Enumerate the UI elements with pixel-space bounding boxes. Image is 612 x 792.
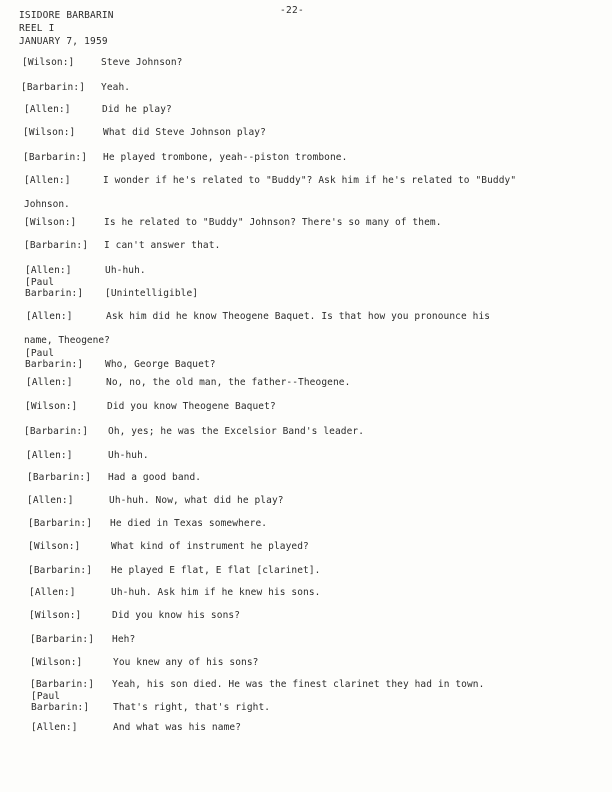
speech-text: Had a good band.: [108, 472, 202, 483]
speech-text: I wonder if he's related to "Buddy"? Ask him if he's related to "Buddy": [103, 175, 517, 186]
speaker-label: [Wilson:]: [23, 127, 76, 138]
speech-text: What kind of instrument he played?: [111, 541, 309, 552]
speech-text: He played trombone, yeah--piston trombone.: [103, 152, 348, 163]
speaker-label: [Allen:]: [26, 377, 73, 388]
speech-text: Uh-huh. Ask him if he knew his sons.: [111, 587, 321, 598]
speech-text: Ask him did he know Theogene Baquet. Is that how you pronounce his: [106, 311, 491, 322]
speaker-label: [Allen:]: [24, 175, 71, 186]
speech-text: That's right, that's right.: [113, 702, 271, 713]
speech-text: You knew any of his sons?: [113, 657, 259, 668]
speaker-label: [Barbarin:]: [27, 472, 92, 483]
header-date: JANUARY 7, 1959: [19, 36, 108, 47]
speech-text: Did he play?: [102, 104, 172, 115]
header-interviewee: ISIDORE BARBARIN: [19, 10, 114, 21]
speech-text: And what was his name?: [113, 722, 242, 733]
speech-continuation: name, Theogene?: [24, 335, 110, 346]
speaker-label: [Wilson:]: [22, 57, 75, 68]
speech-text: Uh-huh. Now, what did he play?: [109, 495, 284, 506]
page-number: -22-: [280, 5, 305, 16]
speech-text: What did Steve Johnson play?: [103, 127, 266, 138]
speech-text: Oh, yes; he was the Excelsior Band's leader.: [108, 426, 365, 437]
speaker-label: [Paul Barbarin:]: [25, 348, 84, 370]
speaker-label: [Wilson:]: [24, 217, 77, 228]
speaker-label: [Barbarin:]: [24, 426, 89, 437]
header-reel: REEL I: [19, 23, 55, 34]
speaker-label: [Allen:]: [24, 104, 71, 115]
speech-text: Heh?: [112, 634, 136, 645]
speaker-label: [Allen:]: [25, 265, 72, 276]
speaker-label: [Wilson:]: [25, 401, 78, 412]
speaker-label: [Allen:]: [26, 311, 73, 322]
speech-text: I can't answer that.: [104, 240, 221, 251]
speaker-label: [Wilson:]: [28, 541, 81, 552]
speech-text: Uh-huh.: [105, 265, 146, 276]
speech-text: Who, George Baquet?: [105, 359, 216, 370]
speaker-label: [Paul Barbarin:]: [31, 691, 90, 713]
speech-text: Yeah.: [101, 82, 131, 93]
speaker-label: [Barbarin:]: [21, 82, 86, 93]
speech-text: Did you know his sons?: [112, 610, 241, 621]
speech-text: [Unintelligible]: [105, 288, 199, 299]
speaker-label: [Barbarin:]: [30, 679, 95, 690]
speech-text: No, no, the old man, the father--Theogene.: [106, 377, 351, 388]
speaker-label: [Allen:]: [31, 722, 78, 733]
speech-text: Steve Johnson?: [101, 57, 183, 68]
speaker-label: [Barbarin:]: [24, 240, 89, 251]
speech-text: He died in Texas somewhere.: [110, 518, 268, 529]
speaker-label: [Allen:]: [29, 587, 76, 598]
speech-continuation: Johnson.: [24, 199, 70, 210]
speaker-label: [Wilson:]: [29, 610, 82, 621]
speaker-label: [Barbarin:]: [30, 634, 95, 645]
speech-text: Is he related to "Buddy" Johnson? There's so many of them.: [104, 217, 442, 228]
speaker-label: [Allen:]: [27, 495, 74, 506]
speaker-label: [Wilson:]: [30, 657, 83, 668]
speaker-label: [Paul Barbarin:]: [25, 277, 84, 299]
speech-text: Uh-huh.: [108, 450, 149, 461]
speaker-label: [Barbarin:]: [28, 518, 93, 529]
speech-text: Yeah, his son died. He was the finest clarinet they had in town.: [112, 679, 485, 690]
speaker-label: [Barbarin:]: [28, 565, 93, 576]
speech-text: He played E flat, E flat [clarinet].: [111, 565, 321, 576]
speaker-label: [Barbarin:]: [23, 152, 88, 163]
speaker-label: [Allen:]: [26, 450, 73, 461]
speech-text: Did you know Theogene Baquet?: [107, 401, 276, 412]
